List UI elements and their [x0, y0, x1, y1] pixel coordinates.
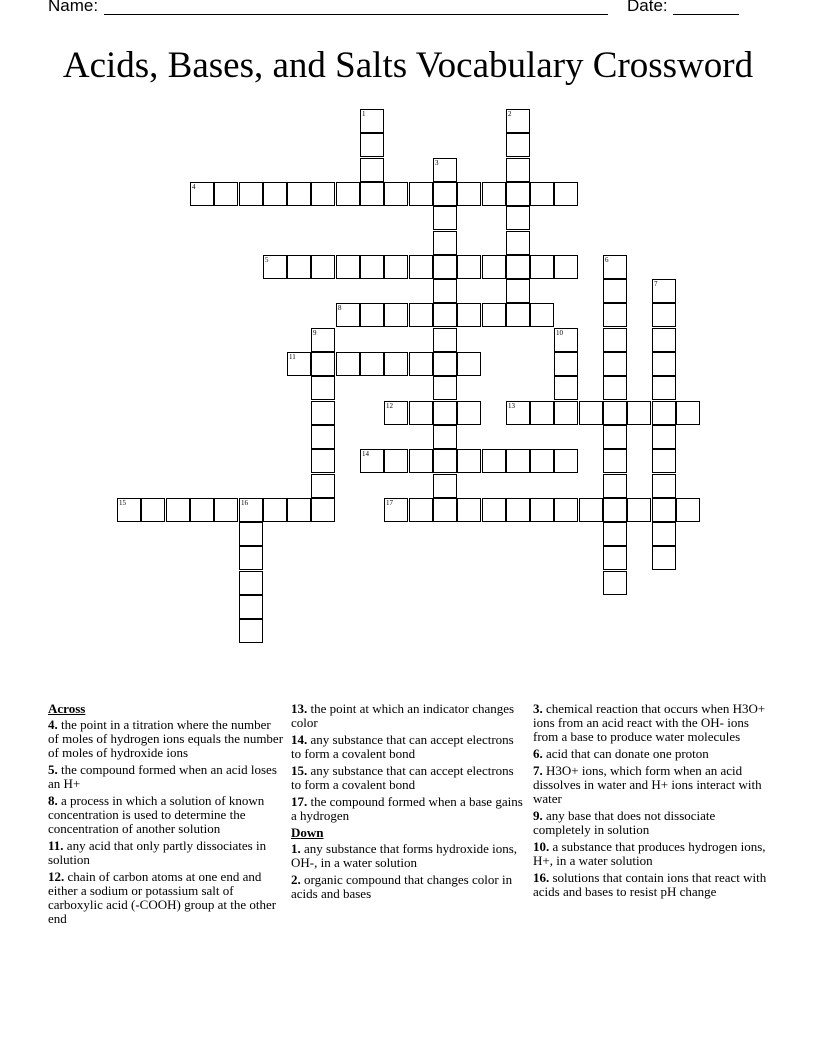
grid-cell[interactable] [433, 158, 457, 182]
grid-cell[interactable] [311, 328, 335, 352]
clue-number: 2 [508, 110, 512, 118]
grid-cell[interactable] [239, 522, 263, 546]
grid-cell[interactable] [141, 498, 165, 522]
grid-cell[interactable] [311, 401, 335, 425]
grid-cell[interactable] [554, 376, 578, 400]
grid-cell[interactable] [409, 182, 433, 206]
grid-cell[interactable] [482, 498, 506, 522]
down-heading: Down [291, 825, 324, 840]
grid-cell[interactable] [603, 571, 627, 595]
down-clue-6: 6. acid that can donate one proton [533, 746, 709, 761]
grid-cell[interactable] [311, 449, 335, 473]
name-label: Name: [48, 0, 99, 15]
grid-cell[interactable] [457, 449, 481, 473]
grid-cell[interactable] [652, 498, 676, 522]
grid-cell[interactable] [652, 449, 676, 473]
grid-cell[interactable] [603, 425, 627, 449]
grid-cell[interactable] [239, 619, 263, 643]
grid-cell[interactable] [433, 206, 457, 230]
across-clue-14: 14. any substance that can accept electrons to form a covalent bond [291, 732, 514, 761]
clue-number: 13 [508, 402, 515, 410]
grid-cell[interactable] [652, 425, 676, 449]
grid-cell[interactable] [603, 376, 627, 400]
grid-cell[interactable] [506, 206, 530, 230]
grid-cell[interactable] [482, 255, 506, 279]
grid-cell[interactable] [603, 498, 627, 522]
grid-cell[interactable] [603, 474, 627, 498]
grid-cell[interactable] [166, 498, 190, 522]
clue-number: 12 [386, 402, 393, 410]
grid-cell[interactable] [433, 255, 457, 279]
grid-cell[interactable] [433, 401, 457, 425]
grid-cell[interactable] [482, 449, 506, 473]
across-clue-15: 15. any substance that can accept electrons to form a covalent bond [291, 763, 514, 792]
clues-column-1 [48, 702, 284, 929]
grid-cell[interactable] [603, 546, 627, 570]
grid-cell[interactable] [627, 401, 651, 425]
grid-cell[interactable] [311, 182, 335, 206]
grid-cell[interactable] [409, 498, 433, 522]
down-clue-10: 10. a substance that produces hydrogen ions, H+, in a water solution [533, 839, 766, 868]
grid-cell[interactable] [287, 255, 311, 279]
grid-cell[interactable] [360, 109, 384, 133]
down-clue-9: 9. any base that does not dissociate completely in solution [533, 808, 716, 837]
grid-cell[interactable] [457, 498, 481, 522]
grid-cell[interactable] [336, 255, 360, 279]
grid-cell[interactable] [409, 449, 433, 473]
grid-cell[interactable] [603, 522, 627, 546]
grid-cell[interactable] [506, 109, 530, 133]
clue-number: 6 [605, 256, 609, 264]
grid-cell[interactable] [384, 303, 408, 327]
grid-cell[interactable] [409, 352, 433, 376]
clue-number: 10 [556, 329, 563, 337]
grid-cell[interactable] [652, 303, 676, 327]
clue-number: 17 [386, 499, 393, 507]
grid-cell[interactable] [530, 401, 554, 425]
grid-cell[interactable] [433, 352, 457, 376]
down-clue-7: 7. H3O+ ions, which form when an acid dissolves in water and H+ ions interact with water [533, 763, 762, 806]
grid-cell[interactable] [433, 449, 457, 473]
grid-cell[interactable] [554, 255, 578, 279]
grid-cell[interactable] [652, 401, 676, 425]
grid-cell[interactable] [360, 158, 384, 182]
grid-cell[interactable] [190, 182, 214, 206]
grid-cell[interactable] [239, 595, 263, 619]
grid-cell[interactable] [482, 182, 506, 206]
grid-cell[interactable] [263, 182, 287, 206]
grid-cell[interactable] [263, 498, 287, 522]
grid-cell[interactable] [554, 182, 578, 206]
grid-cell[interactable] [482, 303, 506, 327]
grid-cell[interactable] [117, 498, 141, 522]
across-clue-11: 11. any acid that only partly dissociates in solution [48, 838, 267, 867]
grid-cell[interactable] [506, 449, 530, 473]
clue-number: 15 [119, 499, 126, 507]
grid-cell[interactable] [336, 352, 360, 376]
grid-cell[interactable] [652, 352, 676, 376]
grid-cell[interactable] [311, 498, 335, 522]
grid-cell[interactable] [239, 546, 263, 570]
grid-cell[interactable] [239, 571, 263, 595]
grid-cell[interactable] [603, 303, 627, 327]
grid-cell[interactable] [506, 255, 530, 279]
clue-number: 1 [362, 110, 366, 118]
grid-cell[interactable] [627, 498, 651, 522]
grid-cell[interactable] [311, 376, 335, 400]
grid-cell[interactable] [579, 498, 603, 522]
grid-cell[interactable] [384, 255, 408, 279]
grid-cell[interactable] [457, 255, 481, 279]
grid-cell[interactable] [409, 255, 433, 279]
page-title: Acids, Bases, and Salts Vocabulary Crossword [62, 45, 754, 86]
grid-cell[interactable] [287, 498, 311, 522]
grid-cell[interactable] [311, 255, 335, 279]
grid-cell[interactable] [652, 279, 676, 303]
grid-cell[interactable] [239, 498, 263, 522]
grid-cell[interactable] [457, 401, 481, 425]
grid-cell[interactable] [214, 182, 238, 206]
grid-cell[interactable] [384, 449, 408, 473]
grid-cell[interactable] [652, 546, 676, 570]
down-clue-16: 16. solutions that contain ions that react with acids and bases to resist pH change [533, 870, 767, 899]
grid-cell[interactable] [554, 328, 578, 352]
grid-cell[interactable] [433, 498, 457, 522]
grid-cell[interactable] [554, 352, 578, 376]
grid-cell[interactable] [457, 352, 481, 376]
grid-cell[interactable] [311, 352, 335, 376]
grid-cell[interactable] [433, 328, 457, 352]
grid-cell[interactable] [652, 376, 676, 400]
grid-cell[interactable] [433, 182, 457, 206]
grid-cell[interactable] [360, 182, 384, 206]
clue-number: 11 [289, 353, 296, 361]
across-clue-5: 5. the compound formed when an acid loses an H+ [48, 762, 277, 791]
clue-number: 14 [362, 450, 369, 458]
grid-cell[interactable] [530, 255, 554, 279]
grid-cell[interactable] [506, 303, 530, 327]
clue-number: 7 [654, 280, 658, 288]
grid-cell[interactable] [239, 182, 263, 206]
grid-cell[interactable] [384, 498, 408, 522]
grid-cell[interactable] [384, 182, 408, 206]
grid-cell[interactable] [676, 401, 700, 425]
grid-cell[interactable] [603, 279, 627, 303]
down-clue-3: 3. chemical reaction that occurs when H3O+ ions from an acid react with the OH- ions from a base to produce water molecules [533, 701, 766, 744]
across-clue-8: 8. a process in which a solution of known concentration is used to determine the concentration of another solution [48, 793, 265, 836]
down-clue-1: 1. any substance that forms hydroxide ions, OH-, in a water solution [291, 841, 518, 870]
grid-cell[interactable] [336, 182, 360, 206]
grid-cell[interactable] [554, 498, 578, 522]
grid-cell[interactable] [409, 401, 433, 425]
clue-number: 16 [241, 499, 248, 507]
grid-cell[interactable] [263, 255, 287, 279]
grid-cell[interactable] [603, 352, 627, 376]
grid-cell[interactable] [360, 449, 384, 473]
grid-cell[interactable] [409, 303, 433, 327]
grid-cell[interactable] [214, 498, 238, 522]
grid-cell[interactable] [190, 498, 214, 522]
grid-cell[interactable] [506, 133, 530, 157]
grid-cell[interactable] [530, 182, 554, 206]
grid-cell[interactable] [433, 231, 457, 255]
grid-cell[interactable] [554, 401, 578, 425]
grid-cell[interactable] [433, 279, 457, 303]
grid-cell[interactable] [579, 401, 603, 425]
grid-cell[interactable] [433, 425, 457, 449]
grid-cell[interactable] [433, 303, 457, 327]
grid-cell[interactable] [433, 376, 457, 400]
grid-cell[interactable] [384, 401, 408, 425]
clue-number: 3 [435, 159, 439, 167]
grid-cell[interactable] [336, 303, 360, 327]
grid-cell[interactable] [457, 182, 481, 206]
grid-cell[interactable] [530, 449, 554, 473]
grid-cell[interactable] [360, 133, 384, 157]
grid-cell[interactable] [554, 449, 578, 473]
clue-number: 8 [338, 304, 342, 312]
grid-cell[interactable] [530, 303, 554, 327]
grid-cell[interactable] [287, 182, 311, 206]
grid-cell[interactable] [457, 303, 481, 327]
grid-cell[interactable] [652, 474, 676, 498]
clues-column-3 [533, 702, 769, 902]
grid-cell[interactable] [433, 474, 457, 498]
grid-cell[interactable] [287, 352, 311, 376]
clue-number: 9 [313, 329, 317, 337]
clue-number: 5 [265, 256, 269, 264]
grid-cell[interactable] [530, 498, 554, 522]
clues-column-2 [291, 702, 527, 904]
grid-cell[interactable] [384, 352, 408, 376]
grid-cell[interactable] [652, 522, 676, 546]
grid-cell[interactable] [603, 255, 627, 279]
grid-cell[interactable] [506, 231, 530, 255]
grid-cell[interactable] [360, 352, 384, 376]
across-heading: Across [48, 701, 86, 716]
across-clue-13: 13. the point at which an indicator changes color [291, 701, 515, 730]
date-label: Date: [627, 0, 668, 15]
across-clue-4: 4. the point in a titration where the number of moles of hydrogen ions equals the number of moles of hydroxide ions [48, 717, 284, 760]
grid-cell[interactable] [652, 328, 676, 352]
grid-cell[interactable] [506, 158, 530, 182]
grid-cell[interactable] [360, 255, 384, 279]
grid-cell[interactable] [360, 303, 384, 327]
grid-cell[interactable] [311, 425, 335, 449]
grid-cell[interactable] [506, 279, 530, 303]
grid-cell[interactable] [603, 401, 627, 425]
grid-cell[interactable] [506, 182, 530, 206]
across-clue-12: 12. chain of carbon atoms at one end and either a sodium or potassium salt of carboxylic acid (-COOH) group at the other end [48, 869, 277, 926]
grid-cell[interactable] [506, 498, 530, 522]
grid-cell[interactable] [676, 498, 700, 522]
clue-number: 4 [192, 183, 196, 191]
grid-cell[interactable] [603, 328, 627, 352]
grid-cell[interactable] [506, 401, 530, 425]
down-clue-2: 2. organic compound that changes color in acids and bases [291, 872, 513, 901]
grid-cell[interactable] [603, 449, 627, 473]
grid-cell[interactable] [311, 474, 335, 498]
across-clue-17: 17. the compound formed when a base gains a hydrogen [291, 794, 523, 823]
